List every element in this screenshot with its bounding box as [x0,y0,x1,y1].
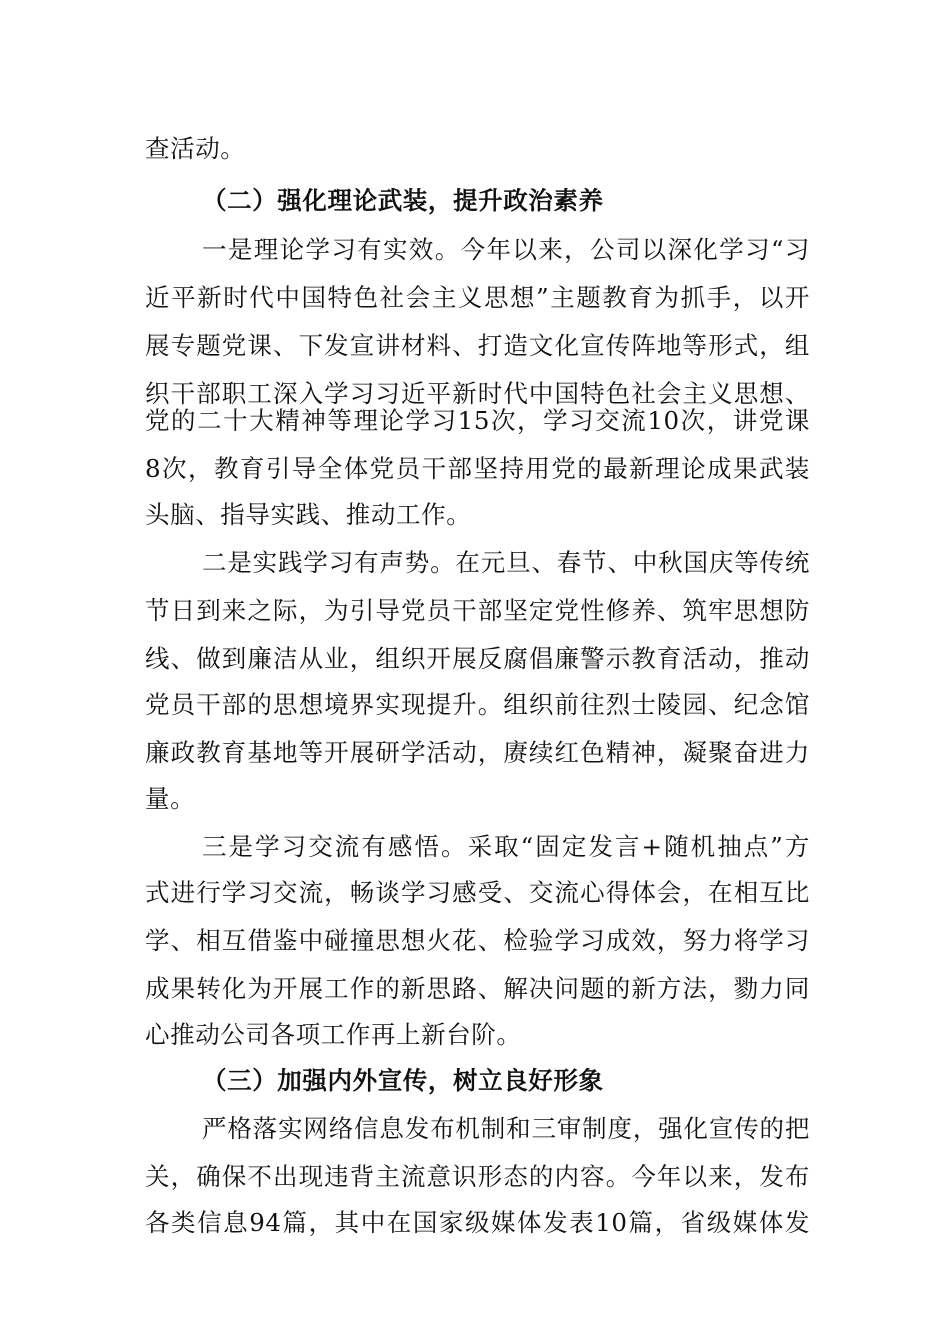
paragraph-line: 头脑、指导实践、推动工作。 [145,500,472,529]
text-line: 查活动。 [145,134,246,163]
paragraph-line: 织干部职工深入学习习近平新时代中国特色社会主义思想、 [145,379,810,408]
paragraph-line: 近平新时代中国特色社会主义思想”主题教育为抓手，以开 [145,283,810,312]
paragraph-line: 关，确保不出现违背主流意识形态的内容。今年以来，发布 [145,1162,810,1191]
paragraph-line: 党的二十大精神等理论学习15次，学习交流10次，讲党课 [145,406,810,435]
paragraph-line: 8次，教育引导全体党员干部坚持用党的最新理论成果武装 [145,454,810,483]
paragraph-line: 展专题党课、下发宣讲材料、打造文化宣传阵地等形式，组 [145,331,810,360]
paragraph-line: 三是学习交流有感悟。采取“固定发言+随机抽点”方 [202,832,810,861]
paragraph-line: 节日到来之际，为引导党员干部坚定党性修养、筑牢思想防 [145,596,810,625]
paragraph-line: 党员干部的思想境界实现提升。组织前往烈士陵园、纪念馆 [145,690,810,719]
paragraph-line: 量。 [145,784,196,813]
paragraph-line: 二是实践学习有声势。在元旦、春节、中秋国庆等传统 [202,548,810,577]
paragraph-line: 式进行学习交流，畅谈学习感受、交流心得体会，在相互比 [145,878,810,907]
section-heading: （三）加强内外宣传，树立良好形象 [202,1066,604,1095]
paragraph-line: 各类信息94篇，其中在国家级媒体发表10篇，省级媒体发 [145,1208,810,1237]
paragraph-line: 廉政教育基地等开展研学活动，赓续红色精神，凝聚奋进力 [145,738,810,767]
paragraph-line: 线、做到廉洁从业，组织开展反腐倡廉警示教育活动，推动 [145,644,810,673]
paragraph-line: 一是理论学习有实效。今年以来，公司以深化学习“习 [202,235,810,264]
paragraph-line: 心推动公司各项工作再上新台阶。 [145,1020,522,1049]
section-heading: （二）强化理论武装，提升政治素养 [202,186,604,215]
paragraph-line: 学、相互借鉴中碰撞思想火花、检验学习成效，努力将学习 [145,926,810,955]
paragraph-line: 成果转化为开展工作的新思路、解决问题的新方法，勠力同 [145,974,810,1003]
paragraph-line: 严格落实网络信息发布机制和三审制度，强化宣传的把 [202,1114,810,1143]
